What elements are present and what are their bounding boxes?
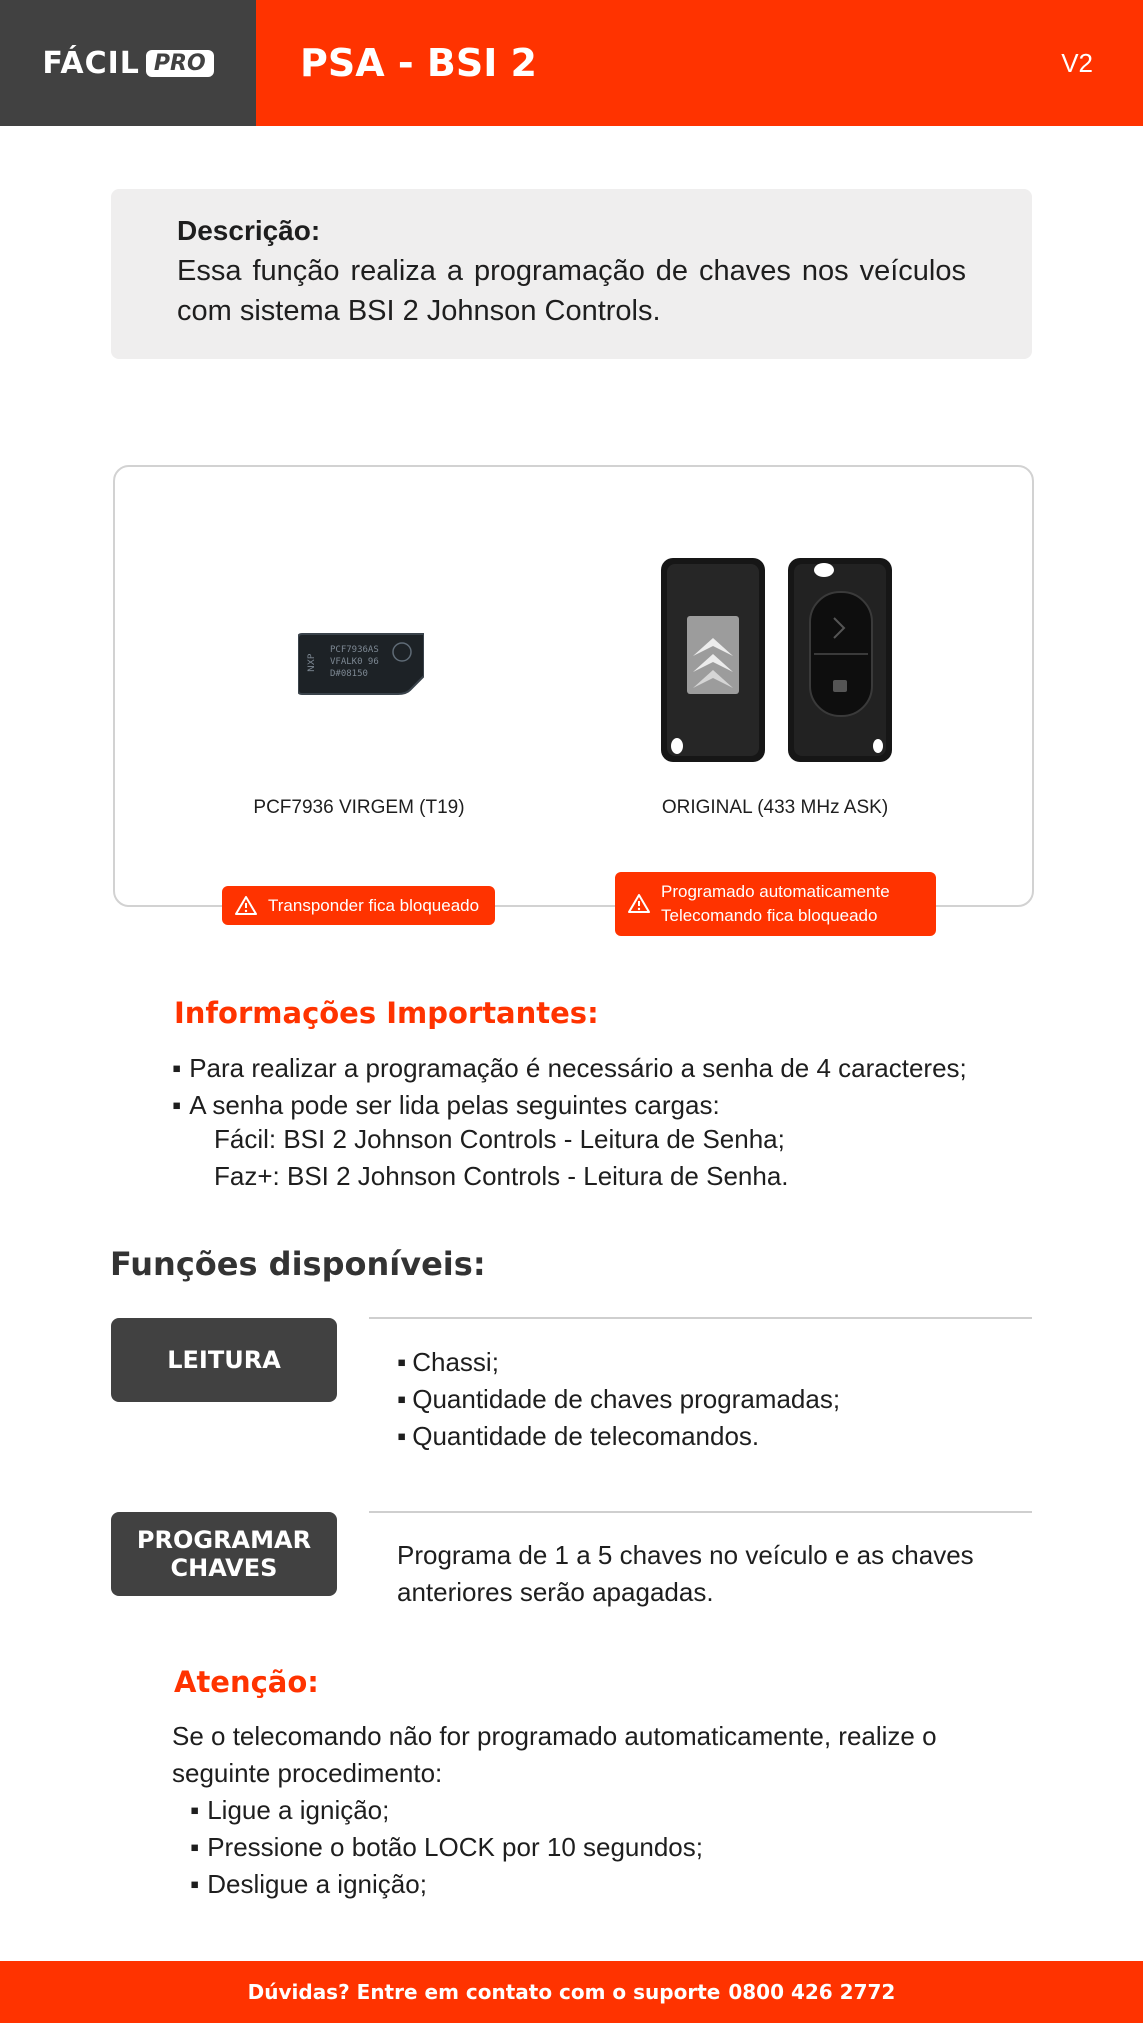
transponder-badge-text: Transponder fica bloqueado [268,895,480,915]
keys-card [113,465,1034,907]
logo [0,0,256,126]
leitura-items-list [397,1344,840,1455]
remote-badge-line-1: Programado automaticamente [661,882,890,901]
remote-warning-badge [615,872,936,936]
remote-badge-line-2: Telecomando fica bloqueado [661,906,878,925]
warning-icon [627,892,651,916]
info-sub-item: Faz+: BSI 2 Johnson Controls - Leitura de Senha. [214,1161,789,1191]
leitura-label: LEITURA [167,1346,281,1374]
remote-key-back-image [659,556,767,764]
footer [0,1961,1143,2023]
functions-title: Funções disponíveis: [110,1245,486,1283]
header [0,0,1143,126]
programar-description: Programa de 1 a 5 chaves no veículo e as chaves anteriores serão apagadas. [397,1540,974,1607]
remote-badge-text [661,880,890,928]
list-item: ▪ Desligue a ignição; [190,1866,703,1903]
chip-text-line-1: PCF7936AS [330,645,379,655]
description-title: Descrição: [177,215,321,246]
chip-text-line-2: VFALK0 96 [330,657,379,667]
remote-key-front-image [786,556,894,764]
list-item: ▪ Pressione o botão LOCK por 10 segundos; [190,1829,703,1866]
transponder-warning-badge [222,886,495,925]
description-panel [111,189,1032,359]
page-title: PSA - BSI 2 [300,41,537,85]
attention-text: Se o telecomando não for programado automaticamente, realize o seguinte procedimento: [172,1721,937,1788]
list-item: ▪ Quantidade de telecomandos. [397,1418,840,1455]
attention-steps-list [190,1792,703,1903]
version-label: V2 [1061,47,1093,78]
support-phone[interactable]: 0800 426 2772 [728,1980,896,2004]
info-sub-item: Fácil: BSI 2 Johnson Controls - Leitura de Senha; [214,1124,785,1154]
programar-label-line-1: PROGRAMAR [136,1526,312,1554]
programar-label-line-2: CHAVES [170,1554,278,1582]
description-text: Essa função realiza a programação de chaves nos veículos com sistema BSI 2 Johnson Controls. [177,255,966,327]
remote-label: ORIGINAL (433 MHz ASK) [661,797,889,818]
leitura-function-button[interactable] [111,1318,337,1402]
divider [369,1317,1032,1319]
chip-text-line-3: D#08150 [330,669,368,679]
list-item: ▪ Ligue a ignição; [190,1792,703,1829]
warning-icon [234,894,258,918]
logo-badge: PRO [146,50,214,77]
title-bar [256,0,1143,126]
svg-text:NXP: NXP [307,653,317,672]
info-title: Informações Importantes: [174,996,599,1030]
info-list [172,1050,967,1124]
attention-title: Atenção: [174,1665,319,1699]
divider [369,1511,1032,1513]
transponder-label: PCF7936 VIRGEM (T19) [253,797,465,818]
list-item: ▪ Quantidade de chaves programadas; [397,1381,840,1418]
programar-chaves-function-button[interactable] [111,1512,337,1596]
logo-main-text: FÁCIL [42,45,140,81]
transponder-chip-image [298,632,424,696]
list-item: ▪ Chassi; [397,1344,840,1381]
footer-text: Dúvidas? Entre em contato com o suporte [247,1980,721,2004]
info-item: ▪ A senha pode ser lida pelas seguintes cargas: [172,1087,967,1124]
info-item: ▪ Para realizar a programação é necessário a senha de 4 caracteres; [172,1050,967,1087]
